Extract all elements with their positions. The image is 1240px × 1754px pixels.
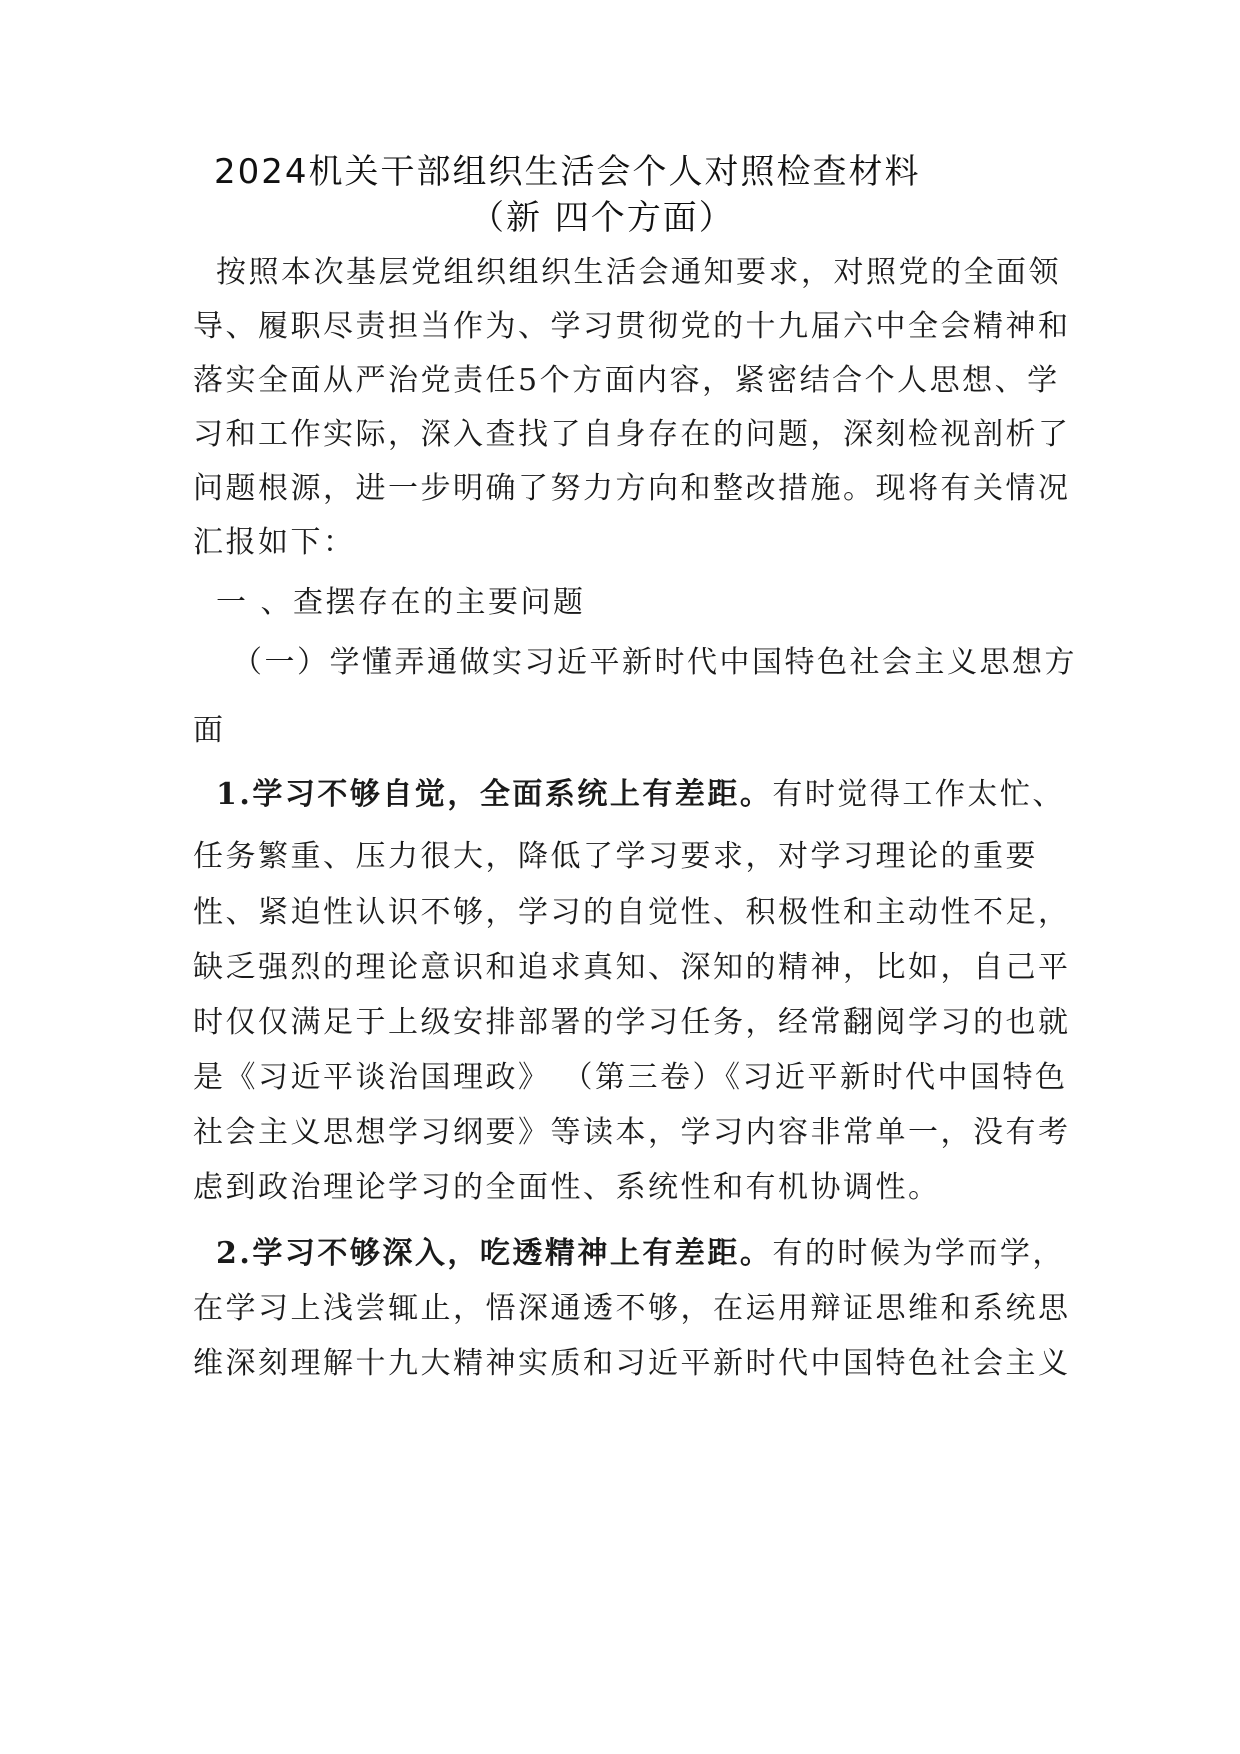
intro-line: 习和工作实际，深入查找了自身存在的问题，深刻检视剖析了 <box>193 417 1071 452</box>
item-1-line: 是《习近平谈治国理政》 （第三卷）《习近平新时代中国特色 <box>193 1060 1068 1095</box>
subsection-heading-line-2: 面 <box>193 713 226 748</box>
item-2-line: 维深刻理解十九大精神实质和习近平新时代中国特色社会主义 <box>193 1346 1071 1381</box>
subsection-heading-line-1: （一）学懂弄通做实习近平新时代中国特色社会主义思想方 <box>232 645 1077 680</box>
item-1-line: 社会主义思想学习纲要》等读本，学习内容非常单一，没有考 <box>193 1115 1071 1150</box>
intro-line: 落实全面从严治党责任5个方面内容，紧密结合个人思想、学 <box>193 363 1060 398</box>
item-1-heading: 1.学习不够自觉，全面系统上有差距。 <box>216 777 773 812</box>
document-title-line-1: 2024机关干部组织生活会个人对照检查材料 <box>214 152 921 192</box>
item-1-line: 任务繁重、压力很大，降低了学习要求，对学习理论的重要 <box>193 839 1038 874</box>
section-heading: 一 、查摆存在的主要问题 <box>216 585 586 620</box>
document-title-line-2: （新 四个方面） <box>470 198 735 238</box>
intro-line: 问题根源，进一步明确了努力方向和整改措施。现将有关情况 <box>193 471 1071 506</box>
intro-line: 汇报如下： <box>193 525 356 560</box>
item-1-line: 虑到政治理论学习的全面性、系统性和有机协调性。 <box>193 1170 941 1205</box>
item-1-first-line <box>216 775 1096 815</box>
intro-line: 导、履职尽责担当作为、学习贯彻党的十九届六中全会精神和 <box>193 309 1071 344</box>
item-1-line: 缺乏强烈的理论意识和追求真知、深知的精神，比如，自己平 <box>193 950 1071 985</box>
item-1-line: 时仅仅满足于上级安排部署的学习任务，经常翻阅学习的也就 <box>193 1005 1071 1040</box>
item-1-first-line-text: 有时觉得工作太忙、 <box>772 777 1065 812</box>
item-1-line: 性、紧迫性认识不够，学习的自觉性、积极性和主动性不足， <box>193 895 1071 930</box>
item-2-heading: 2.学习不够深入，吃透精神上有差距。 <box>216 1236 773 1271</box>
intro-line: 按照本次基层党组织组织生活会通知要求，对照党的全面领 <box>216 255 1061 290</box>
item-2-first-line-text: 有的时候为学而学， <box>772 1236 1065 1271</box>
item-2-first-line <box>216 1234 1096 1274</box>
item-2-line: 在学习上浅尝辄止，悟深通透不够，在运用辩证思维和系统思 <box>193 1291 1071 1326</box>
